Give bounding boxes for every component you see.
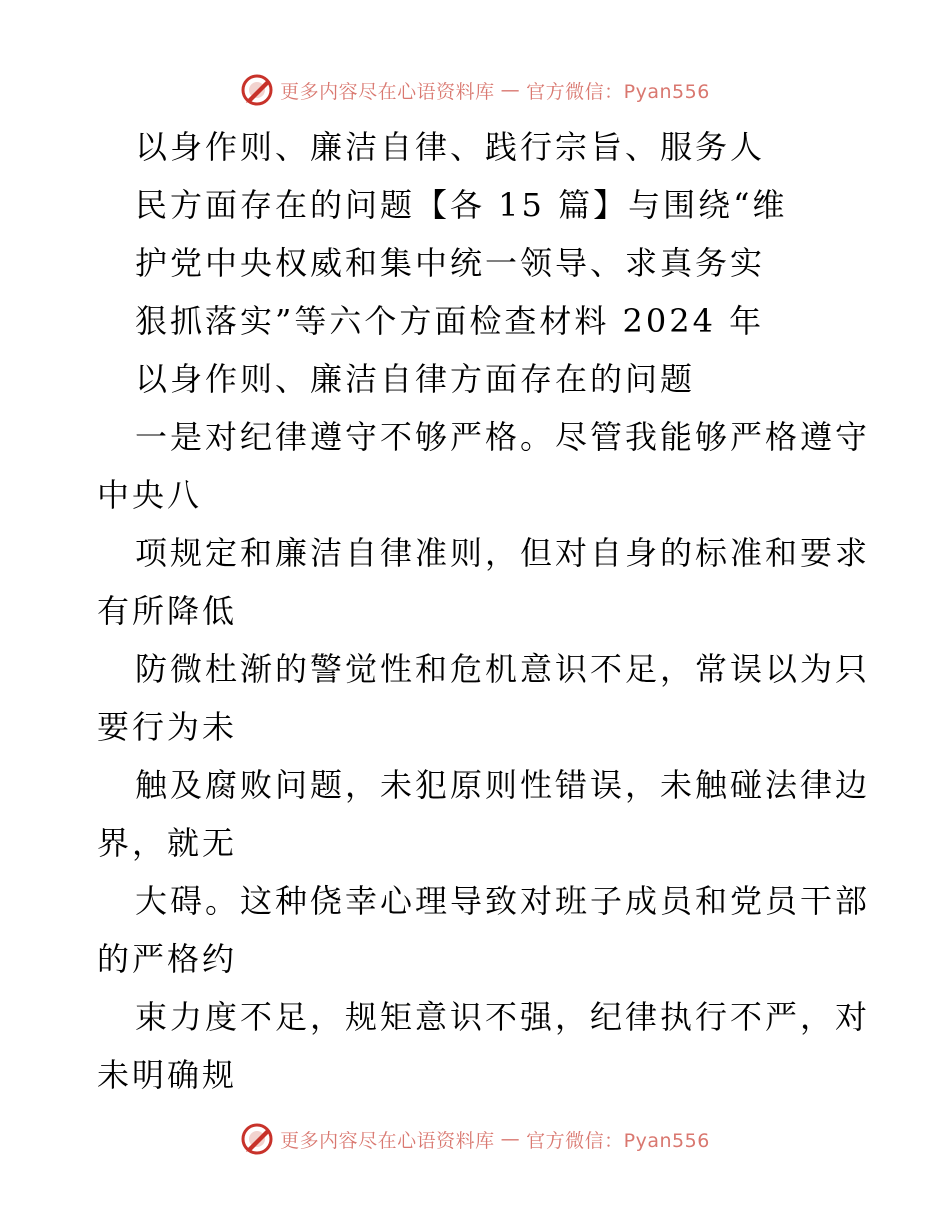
logo-icon <box>240 73 274 107</box>
text-line: 中央八 <box>97 476 203 514</box>
logo-icon <box>240 1122 274 1156</box>
header-site-text: 更多内容尽在心语资料库 <box>280 80 495 103</box>
footer-dash: — <box>500 1128 521 1150</box>
text-line: 防微杜渐的警觉性和危机意识不足，常误以为只 <box>135 650 871 688</box>
text-line: 未明确规 <box>97 1056 238 1094</box>
footer-wechat-text: 官方微信：Pyan556 <box>526 1129 710 1152</box>
text-line: 大碍。这种侥幸心理导致对班子成员和党员干部 <box>135 882 871 920</box>
document-body <box>97 118 871 1104</box>
footer-watermark <box>0 1119 950 1159</box>
text-line: 的严格约 <box>97 940 238 978</box>
text-line: 以身作则、廉洁自律、践行宗旨、服务人 <box>135 128 766 166</box>
text-line: 一是对纪律遵守不够严格。尽管我能够严格遵守 <box>135 418 871 456</box>
header-wechat-text: 官方微信：Pyan556 <box>526 80 710 103</box>
text-line: 护党中央权威和集中统一领导、求真务实 <box>135 244 766 282</box>
text-line: 界，就无 <box>97 824 238 862</box>
text-line: 狠抓落实”等六个方面检查材料 2024 年 <box>135 302 765 340</box>
text-line: 项规定和廉洁自律准则，但对自身的标准和要求 <box>135 534 871 572</box>
text-line: 民方面存在的问题【各 15 篇】与围绕“维 <box>135 186 788 224</box>
text-line: 有所降低 <box>97 592 238 630</box>
header-watermark <box>0 70 950 110</box>
footer-site-text: 更多内容尽在心语资料库 <box>280 1129 495 1152</box>
text-line: 触及腐败问题，未犯原则性错误，未触碰法律边 <box>135 766 871 804</box>
text-line: 以身作则、廉洁自律方面存在的问题 <box>135 360 696 398</box>
text-line: 要行为未 <box>97 708 238 746</box>
header-dash: — <box>500 79 521 101</box>
text-line: 束力度不足，规矩意识不强，纪律执行不严，对 <box>135 998 871 1036</box>
